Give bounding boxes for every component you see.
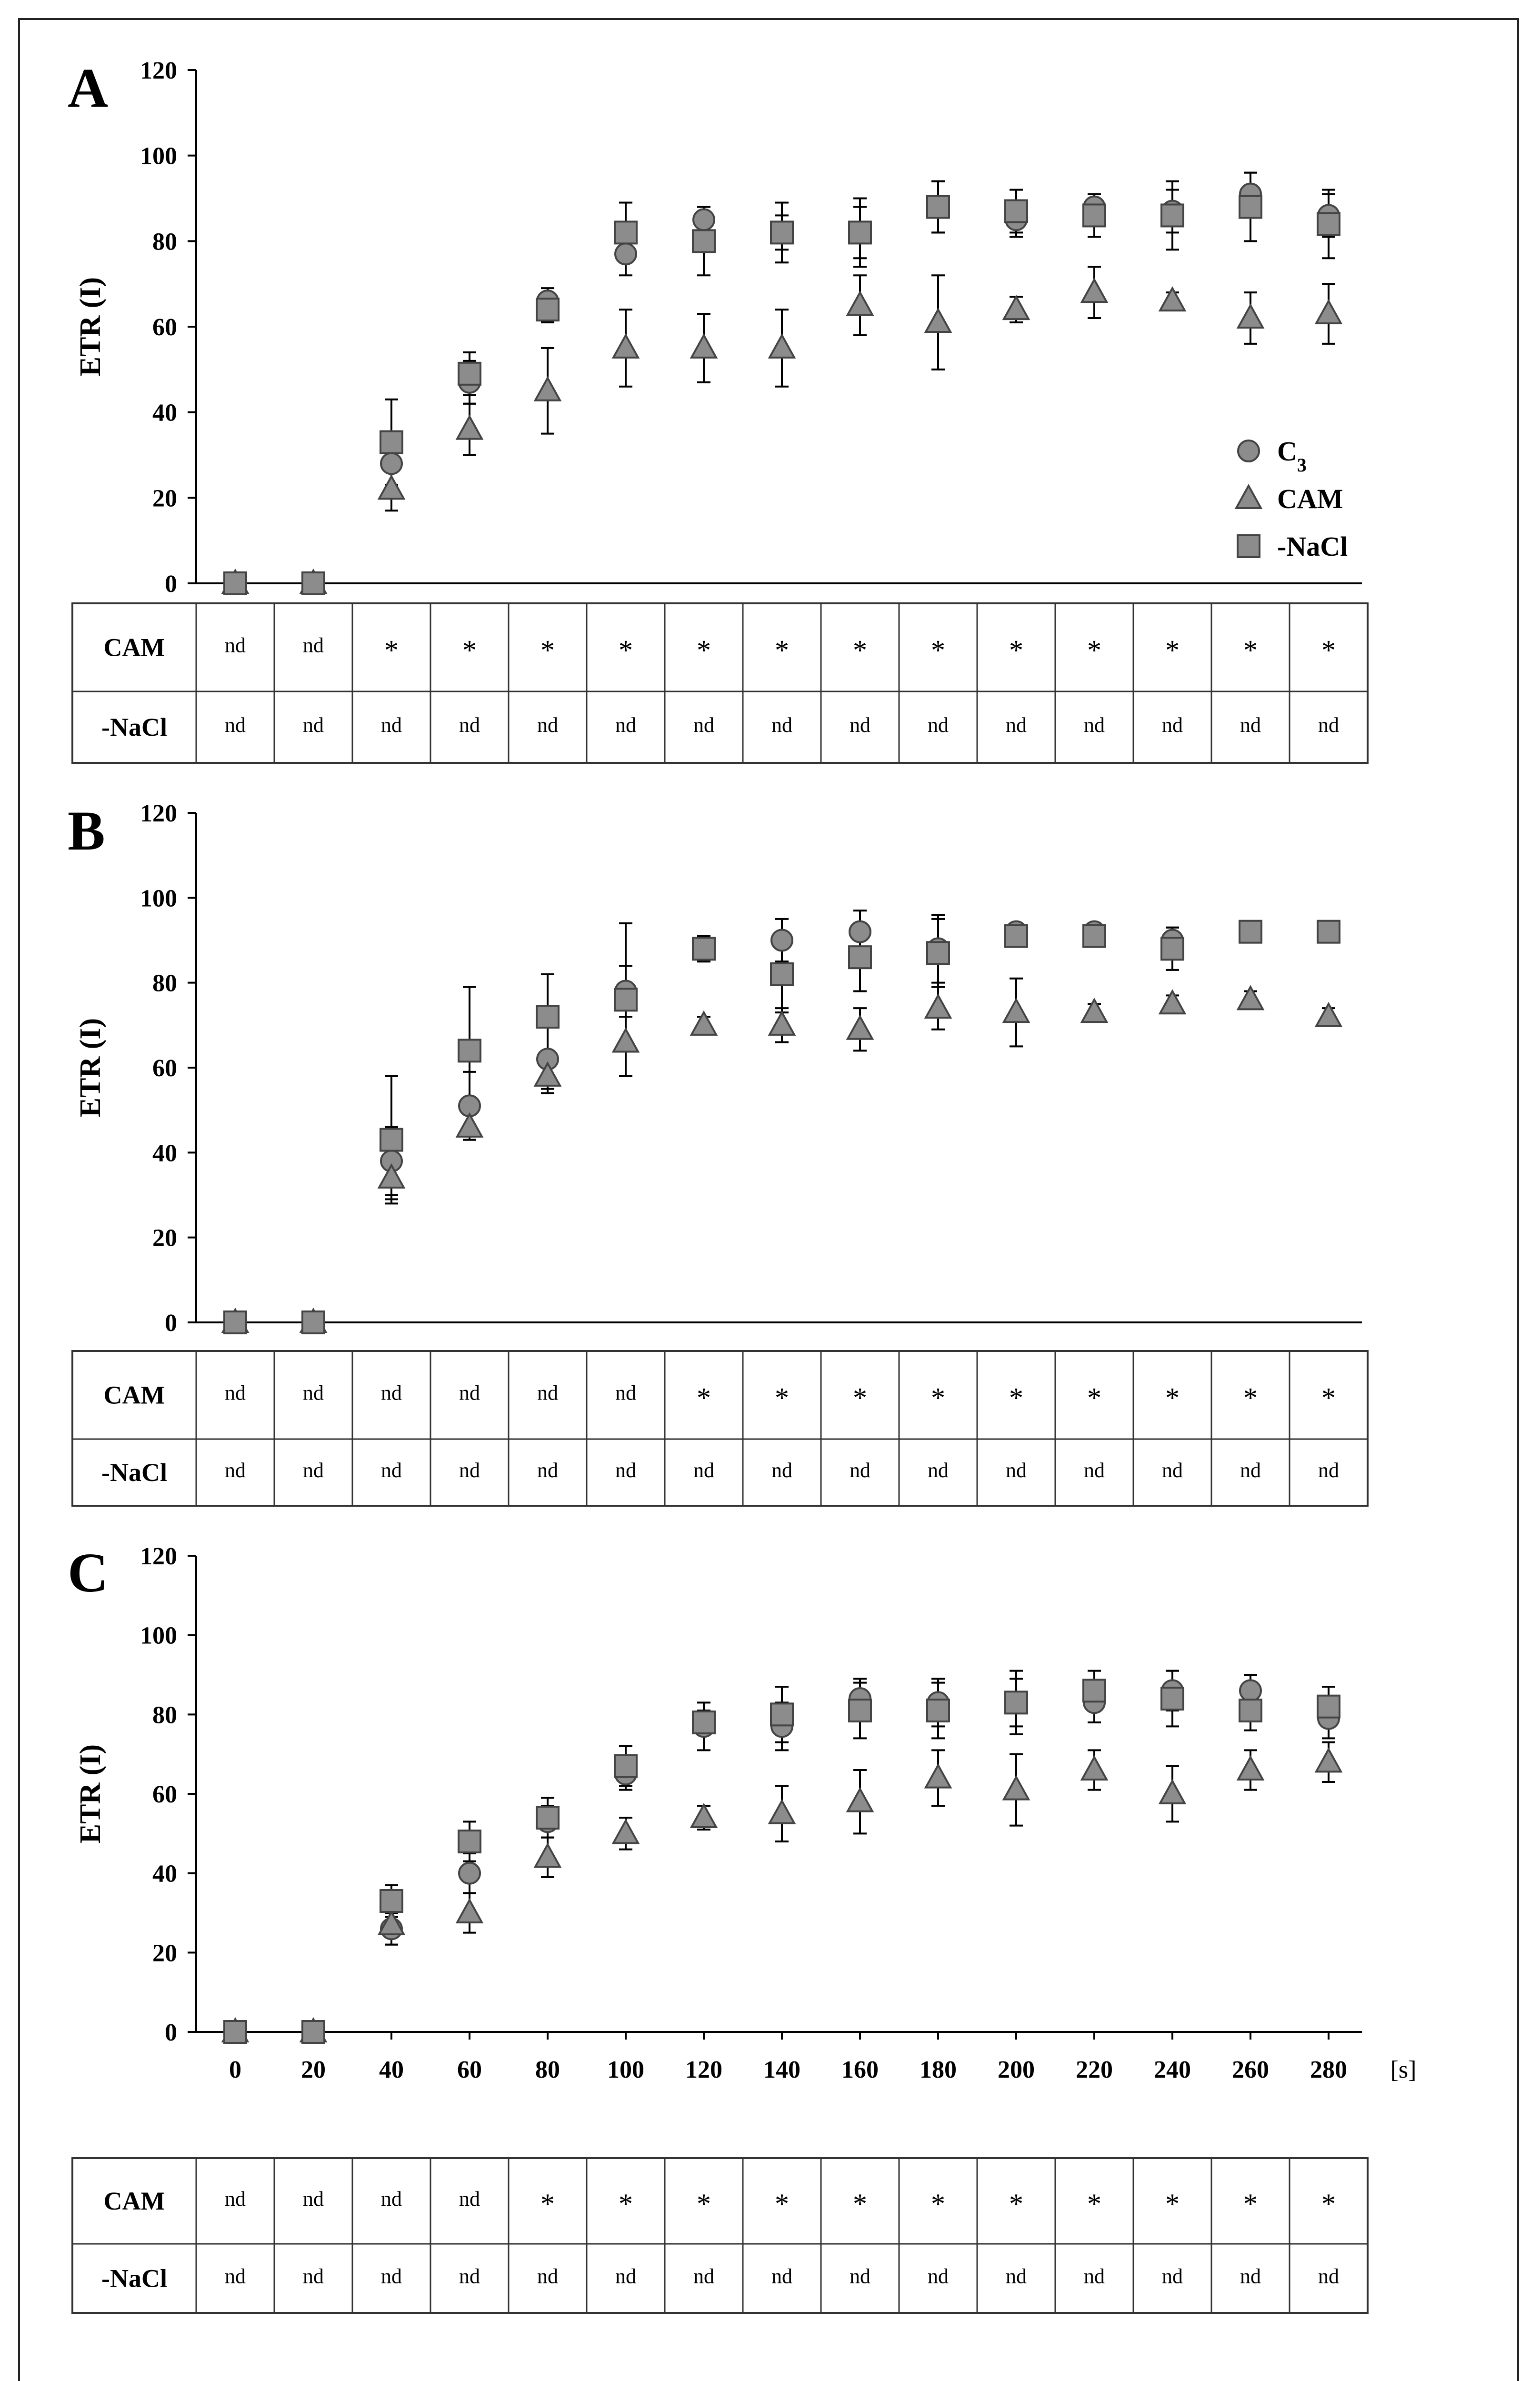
table-cell: nd [1162,2264,1183,2288]
data-point-triangle [535,1063,560,1086]
x-tick-label: 280 [1310,2056,1347,2083]
data-point-triangle [1082,1757,1107,1780]
table-cell: * [697,634,711,666]
y-tick-label: 120 [140,1543,177,1570]
y-tick-label: 100 [140,142,177,170]
table-cell: nd [303,1459,324,1482]
data-point-square [224,572,246,594]
data-point-square [302,572,324,594]
x-tick-label: 260 [1232,2056,1269,2083]
table-cell: * [1165,2188,1180,2220]
table-cell: nd [303,1381,324,1405]
data-point-triangle [457,417,482,439]
y-tick-label: 40 [152,1860,177,1888]
data-point-square [771,1703,793,1725]
table-cell: nd [693,713,714,737]
data-point-square [615,1755,637,1777]
table-cell: nd [1318,2264,1339,2288]
x-tick-label: 160 [841,2056,879,2083]
y-tick-label: 40 [152,399,177,427]
table-cell: nd [303,633,324,657]
y-tick-label: 20 [152,1940,177,1967]
data-point-square [849,946,871,968]
data-point-triangle [1316,1749,1341,1771]
data-point-square [927,196,949,218]
table-cell: * [853,1382,867,1414]
data-point-triangle [1238,987,1263,1009]
data-point-square [302,1311,324,1333]
data-point-square [927,1700,949,1721]
data-point-triangle [848,292,872,315]
x-axis-unit: [s] [1390,2056,1417,2083]
data-point-circle [850,921,870,942]
data-point-triangle [613,1821,638,1843]
table-cell: * [931,2188,945,2220]
table-cell: nd [1162,1459,1183,1482]
table-cell: * [619,2188,633,2220]
table-cell: * [1243,2188,1258,2220]
y-tick-label: 80 [152,1701,177,1729]
table-cell: * [1009,634,1023,666]
data-point-triangle [613,1030,638,1052]
data-point-square [537,1006,559,1028]
data-point-square [771,221,793,243]
y-tick-label: 20 [152,1224,177,1252]
panel-letter: C [68,1541,109,1604]
table-cell: nd [225,1459,246,1482]
data-point-square [459,363,480,385]
x-tick-label: 0 [229,2056,241,2083]
data-point-circle [693,209,714,230]
table-cell: nd [615,1459,636,1482]
table-cell: nd [459,1459,480,1482]
table-cell: * [384,634,399,666]
table-cell: * [540,2188,555,2220]
data-point-triangle [691,1805,716,1827]
significance-table [72,603,1368,763]
data-point-circle [771,930,792,951]
table-cell: * [619,634,633,666]
table-cell: nd [928,713,949,737]
table-cell: nd [928,2264,949,2288]
table-cell: nd [1240,2264,1261,2288]
table-cell: nd [381,713,402,737]
legend-label: $C_3$ [1277,436,1307,476]
table-cell: * [1321,2188,1336,2220]
series-c3 [225,1680,1339,2042]
table-cell: * [775,2188,789,2220]
significance-table [72,2158,1368,2313]
table-cell: nd [303,2264,324,2288]
table-cell: * [931,634,945,666]
table-cell: nd [850,1459,870,1482]
data-point-triangle [770,335,794,358]
data-point-triangle [1316,301,1341,323]
data-point-triangle [1160,991,1185,1013]
y-tick-label: 0 [165,1310,177,1337]
legend-marker-circle [1238,440,1259,461]
table-cell: nd [615,713,636,737]
data-point-square [927,942,949,964]
panel-letter: B [68,800,105,862]
x-tick-label: 200 [998,2056,1035,2083]
data-point-triangle [1082,1000,1107,1022]
x-tick-label: 180 [920,2056,957,2083]
table-cell: nd [1162,713,1183,737]
table-cell: * [697,1382,711,1414]
data-point-square [1005,1691,1027,1713]
data-point-square [537,1807,559,1829]
x-tick-label: 80 [535,2056,560,2083]
data-point-square [693,230,715,252]
y-tick-label: 60 [152,1055,177,1082]
table-cell: * [775,1382,789,1414]
table-cell: nd [1084,2264,1105,2288]
x-tick-label: 220 [1076,2056,1113,2083]
table-border [72,603,1368,763]
y-tick-label: 80 [152,970,177,997]
y-tick-label: 60 [152,1781,177,1808]
data-point-triangle [457,1114,482,1137]
legend-label: CAM [1277,483,1343,514]
table-row-label: CAM [103,2187,165,2215]
data-point-circle [381,453,402,474]
table-cell: * [775,634,789,666]
data-point-square [1161,938,1183,960]
data-point-triangle [1160,1781,1185,1803]
table-cell: nd [1006,713,1027,737]
table-cell: nd [303,713,324,737]
table-cell: nd [1240,713,1261,737]
x-tick-label: 60 [457,2056,482,2083]
table-cell: nd [225,1381,246,1405]
table-cell: nd [1084,713,1105,737]
x-tick-label: 40 [379,2056,404,2083]
data-point-triangle [1004,297,1029,319]
table-cell: nd [303,2187,324,2211]
table-cell: * [1321,634,1336,666]
table-cell: nd [225,633,246,657]
data-point-triangle [691,335,716,358]
table-cell: * [931,1382,945,1414]
legend-marker-triangle [1236,486,1261,508]
data-point-triangle [770,1801,794,1823]
data-point-triangle [926,995,950,1018]
x-tick-label: 240 [1154,2056,1191,2083]
data-point-square [1005,925,1027,947]
figure-frame [18,18,1519,2381]
table-cell: nd [459,2187,480,2211]
data-point-square [537,299,559,320]
data-point-square [1005,200,1027,222]
chart-panel-b [68,800,1368,1506]
table-cell: * [540,634,555,666]
y-tick-label: 100 [140,885,177,912]
data-point-square [302,2021,324,2043]
data-point-triangle [535,1844,560,1867]
data-point-square [1240,196,1261,218]
significance-table [72,1351,1368,1506]
table-cell: nd [459,2264,480,2288]
data-point-triangle [691,1012,716,1035]
table-cell: nd [537,1459,558,1482]
data-point-triangle [1004,1000,1029,1022]
data-point-triangle [848,1017,872,1039]
table-cell: nd [537,1381,558,1405]
table-cell: nd [225,2187,246,2211]
data-point-square [224,2021,246,2043]
data-point-square [1318,1696,1340,1718]
legend [1236,436,1348,562]
table-cell: nd [1240,1459,1261,1482]
table-cell: * [853,2188,867,2220]
data-point-triangle [770,1012,794,1035]
y-tick-label: 120 [140,57,177,84]
etr-figure [20,20,1517,2381]
table-cell: nd [381,2187,402,2211]
data-point-triangle [379,1165,404,1188]
data-point-square [1161,1688,1183,1710]
data-point-triangle [613,335,638,358]
table-cell: nd [771,2264,792,2288]
table-cell: nd [381,2264,402,2288]
data-point-square [380,1890,402,1912]
table-cell: nd [928,1459,949,1482]
data-point-triangle [926,1765,950,1788]
data-point-triangle [535,378,560,400]
data-point-square [693,1711,715,1733]
table-cell: nd [537,713,558,737]
table-cell: nd [225,2264,246,2288]
table-cell: * [1243,1382,1258,1414]
data-point-triangle [1082,280,1107,302]
y-axis-title: ETR (I) [74,1018,107,1118]
legend-label: -NaCl [1277,531,1348,562]
table-cell: nd [615,2264,636,2288]
table-cell: nd [1084,1459,1105,1482]
data-point-square [1318,921,1340,943]
y-tick-label: 60 [152,314,177,341]
data-point-square [1083,1680,1105,1701]
table-border [72,1351,1368,1506]
data-point-square [693,938,715,960]
table-cell: nd [771,713,792,737]
data-point-square [380,431,402,453]
table-cell: * [1165,1382,1180,1414]
table-cell: nd [381,1459,402,1482]
table-cell: * [1243,634,1258,666]
table-cell: nd [459,1381,480,1405]
data-point-square [771,963,793,985]
panel-letter: A [68,57,109,119]
table-cell: nd [459,713,480,737]
table-row-label: -NaCl [101,2264,167,2293]
table-cell: * [1087,634,1101,666]
table-cell: * [1009,1382,1023,1414]
table-row-label: CAM [103,633,165,662]
data-point-square [615,989,637,1010]
table-cell: nd [1318,713,1339,737]
table-cell: nd [1006,2264,1027,2288]
data-point-triangle [457,1900,482,1922]
y-axis-title: ETR (I) [74,277,107,377]
table-cell: * [853,634,867,666]
data-point-triangle [926,310,950,332]
table-cell: * [1087,1382,1101,1414]
data-point-triangle [1316,1004,1341,1026]
x-tick-label: 120 [685,2056,722,2083]
table-cell: * [1087,2188,1101,2220]
table-border [72,2158,1368,2313]
table-cell: nd [225,713,246,737]
data-point-triangle [1160,288,1185,310]
table-cell: nd [615,1381,636,1405]
data-point-square [1161,204,1183,226]
y-tick-label: 120 [140,800,177,827]
x-tick-label: 100 [607,2056,644,2083]
table-cell: nd [1318,1459,1339,1482]
table-cell: nd [693,1459,714,1482]
table-cell: nd [693,2264,714,2288]
table-row-label: -NaCl [101,713,167,741]
table-cell: * [462,634,477,666]
data-point-square [459,1831,480,1852]
table-cell: * [1165,634,1180,666]
data-point-triangle [848,1789,872,1811]
data-point-square [1083,204,1105,226]
y-tick-label: 80 [152,228,177,256]
data-point-square [1240,1700,1261,1721]
y-tick-label: 0 [165,2019,177,2046]
data-point-triangle [379,476,404,499]
y-tick-label: 40 [152,1140,177,1167]
data-point-triangle [1004,1777,1029,1800]
x-tick-label: 140 [763,2056,800,2083]
legend-subscript: 3 [1297,454,1307,476]
x-tick-label: 20 [301,2056,326,2083]
table-row-label: CAM [103,1381,165,1410]
table-row-label: -NaCl [101,1458,167,1487]
legend-marker-square [1238,535,1260,557]
y-tick-label: 100 [140,1622,177,1650]
data-point-triangle [1238,305,1263,328]
table-cell: nd [381,1381,402,1405]
data-point-square [849,221,871,243]
table-cell: * [1009,2188,1023,2220]
table-cell: nd [850,713,870,737]
data-point-square [1318,213,1340,235]
data-point-square [224,1311,246,1333]
data-point-square [849,1700,871,1721]
chart-panel-a [68,57,1368,763]
data-point-square [615,221,637,243]
table-cell: * [697,2188,711,2220]
table-cell: nd [850,2264,870,2288]
table-cell: nd [1006,1459,1027,1482]
y-tick-label: 0 [165,570,177,598]
y-axis-title: ETR (I) [74,1744,107,1844]
data-point-square [459,1040,480,1061]
chart-panel-c [68,1541,1416,2313]
data-point-triangle [1238,1757,1263,1780]
data-point-circle [1240,1680,1261,1701]
data-point-square [380,1129,402,1151]
data-point-circle [615,243,636,264]
table-cell: nd [537,2264,558,2288]
table-cell: nd [771,1459,792,1482]
data-point-circle [459,1863,480,1884]
y-tick-label: 20 [152,485,177,512]
data-point-square [1240,921,1261,943]
table-cell: * [1321,1382,1336,1414]
data-point-square [1083,925,1105,947]
